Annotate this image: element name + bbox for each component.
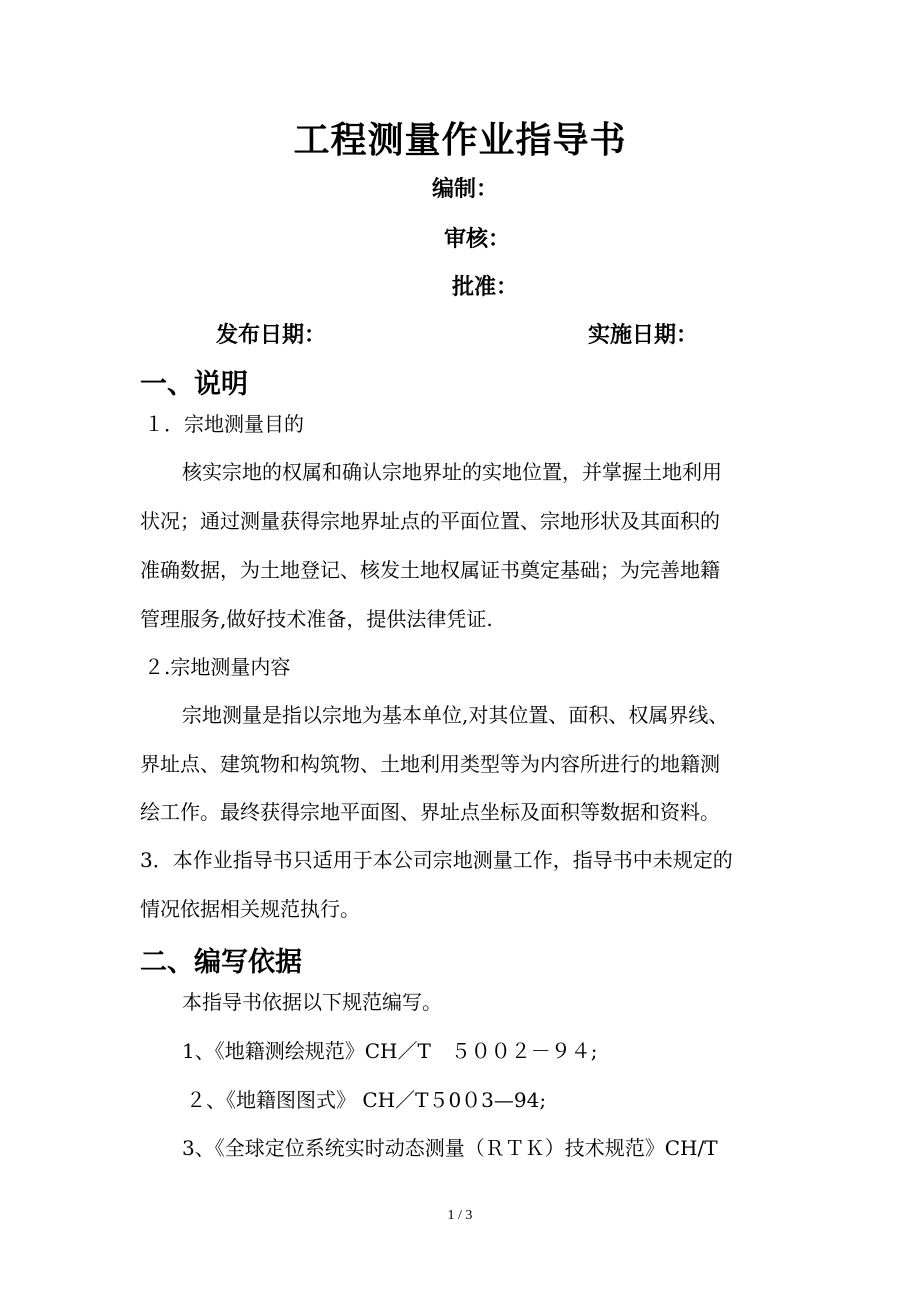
section-heading-basis: 二、编写依据 bbox=[140, 947, 302, 978]
paragraph-line: 绘工作。最终获得宗地平面图、界址点坐标及面积等数据和资料。 bbox=[140, 800, 720, 824]
item-title-content: ２.宗地测量内容 bbox=[144, 655, 291, 679]
paragraph-line: 情况依据相关规范执行。 bbox=[140, 897, 360, 921]
section-heading-description: 一、说明 bbox=[140, 369, 248, 400]
document-title: 工程测量作业指导书 bbox=[293, 120, 627, 161]
signature-approved: 批准： bbox=[452, 275, 519, 300]
paragraph-line: 状况；通过测量获得宗地界址点的平面位置、宗地形状及其面积的 bbox=[140, 509, 720, 533]
reference-item: 3、《全球定位系统实时动态测量（ＲＴＫ）技术规范》CH/T bbox=[182, 1136, 718, 1160]
paragraph-line: 宗地测量是指以宗地为基本单位,对其位置、面积、权属界线、 bbox=[182, 703, 729, 727]
item-title-purpose: １．宗地测量目的 bbox=[144, 412, 304, 436]
signature-compiled: 编制： bbox=[432, 177, 499, 202]
implement-date-label: 实施日期： bbox=[588, 323, 699, 348]
paragraph-line: 准确数据，为土地登记、核发土地权属证书奠定基础；为完善地籍 bbox=[140, 558, 720, 582]
release-date-label: 发布日期： bbox=[216, 323, 327, 348]
reference-item: 1、《地籍测绘规范》CH／T ５００２－９４; bbox=[182, 1039, 598, 1063]
paragraph-line: 管理服务,做好技术准备，提供法律凭证. bbox=[140, 607, 493, 631]
paragraph-line: 本指导书依据以下规范编写。 bbox=[182, 990, 442, 1014]
paragraph-line: 核实宗地的权属和确认宗地界址的实地位置，并掌握土地利用 bbox=[182, 460, 722, 484]
page-number: 1 / 3 bbox=[447, 1208, 473, 1223]
paragraph-line: 3．本作业指导书只适用于本公司宗地测量工作，指导书中未规定的 bbox=[140, 848, 733, 872]
paragraph-line: 界址点、建筑物和构筑物、土地利用类型等为内容所进行的地籍测 bbox=[140, 752, 720, 776]
reference-item: ２、《地籍图图式》 CH／T５0０3—94; bbox=[186, 1088, 547, 1112]
signature-reviewed: 审核： bbox=[444, 227, 511, 252]
